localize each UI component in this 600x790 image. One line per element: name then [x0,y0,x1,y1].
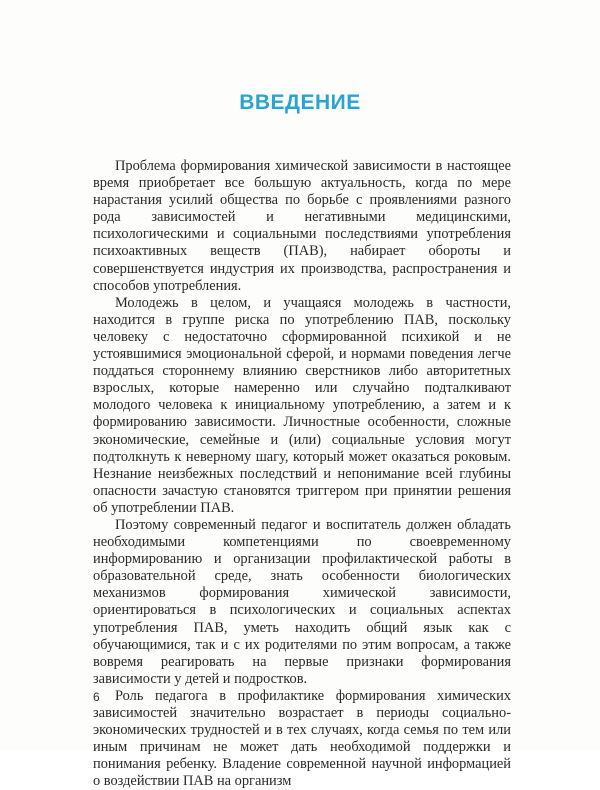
chapter-heading: ВВЕДЕНИЕ [239,91,361,114]
paragraph: Поэтому современный педагог и воспитатель должен обладать необходимыми компетенциями по своевременному информированию и организации профилактической работы в образовательной среде, знать особенности биологических механизмов формирования химической зависимости, ориентироваться в психологических и социальных аспектах употребления ПАВ, уметь находить общий язык как с обучающимися, так и с их родителями по этим вопросам, а также вовремя реагировать на первые признаки формирования зависимости у детей и подростков. [93,516,511,687]
body-text [93,158,511,790]
paragraph: Проблема формирования химической зависимости в настоящее время приобретает все большую актуальность, когда по мере нарастания усилий общества по борьбе с проявлениями разного рода зависимостей и негативными медицинскими, психологическими и социальными последствиями употребления психоактивных веществ (ПАВ), набирает обороты и совершенствуется индустрия их производства, распространения и способов употребления. [93,158,511,294]
paragraph: Роль педагога в профилактике формирования химических зависимостей значительно возрастает в периоды социально-экономических трудностей и в тех случаях, когда семья по тем или иным причинам не может дать необходимой поддержки и понимания ребенку. Владение современной научной информацией о воздействии ПАВ на организм [93,687,511,790]
paragraph: Молодежь в целом, и учащаяся молодежь в частности, находится в группе риска по употреблению ПАВ, поскольку человеку с недостаточно сформированной психикой и не устоявшимися эмоциональной сферой, и нормами поведения легче поддаться стороннему влиянию сверстников либо авторитетных взрослых, которые намеренно или случайно подталкивают молодого человека к инициальному употреблению, а затем и к формированию зависимости. Личностные особенности, сложные экономические, семейные и (или) социальные условия могут подтолкнуть к неверному шагу, который может оказаться роковым. Незнание неизбежных последствий и непонимание всей глубины опасности зачастую становятся триггером при принятии решения об употреблении ПАВ. [93,294,511,516]
page-number: 6 [93,690,100,704]
